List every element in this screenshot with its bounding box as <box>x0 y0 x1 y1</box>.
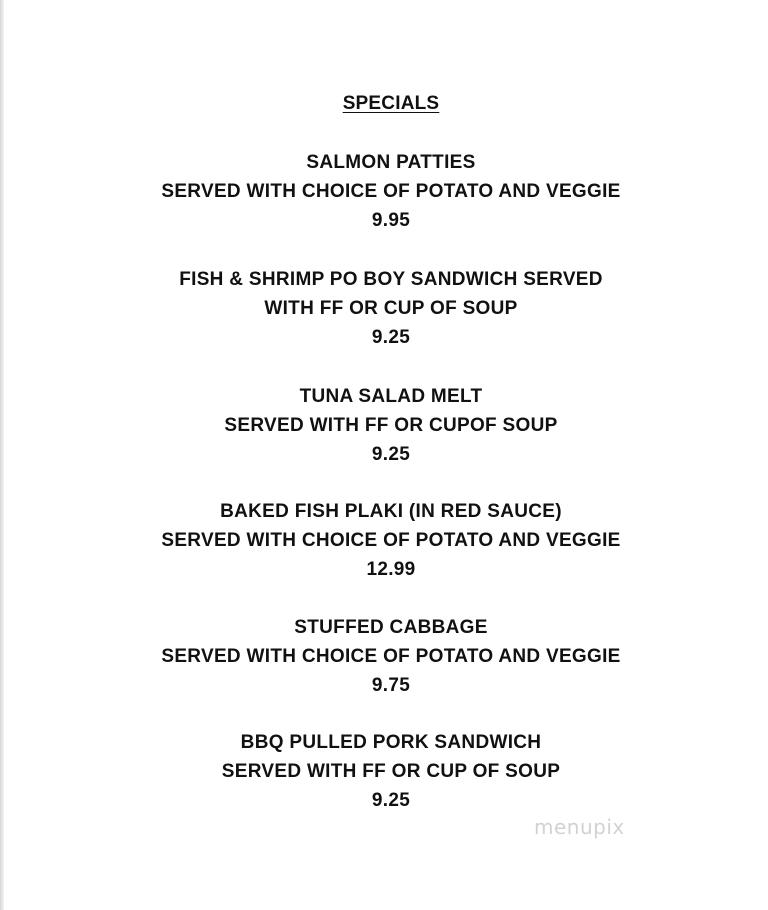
menu-item-bbq-pulled-pork <box>0 728 768 815</box>
menu-item-fish-shrimp-po-boy <box>0 265 768 352</box>
menu-item-description: SERVED WITH CHOICE OF POTATO AND VEGGIE <box>161 646 621 667</box>
menu-item-description: WITH FF OR CUP OF SOUP <box>264 298 518 319</box>
menu-item-description: SERVED WITH CHOICE OF POTATO AND VEGGIE <box>161 181 621 202</box>
menu-item-name: TUNA SALAD MELT <box>299 386 483 407</box>
menu-item-name: BAKED FISH PLAKI (IN RED SAUCE) <box>220 501 562 522</box>
menu-item-price: 12.99 <box>366 559 416 580</box>
menu-item-price: 9.75 <box>371 675 411 696</box>
menu-item-description: SERVED WITH FF OR CUP OF SOUP <box>221 761 561 782</box>
menu-item-name: SALMON PATTIES <box>306 152 476 173</box>
menu-item-price: 9.25 <box>371 444 411 465</box>
menu-item-stuffed-cabbage <box>0 613 768 700</box>
menu-item-name: STUFFED CABBAGE <box>294 617 488 638</box>
menu-item-price: 9.25 <box>371 327 411 348</box>
menu-item-description: SERVED WITH FF OR CUPOF SOUP <box>224 415 558 436</box>
menu-item-price: 9.25 <box>371 790 411 811</box>
menu-item-salmon-patties <box>0 148 768 235</box>
menupix-watermark: menupix <box>534 815 625 839</box>
menu-item-description: SERVED WITH CHOICE OF POTATO AND VEGGIE <box>161 530 621 551</box>
menu-heading: SPECIALS <box>342 93 440 114</box>
menu-item-price: 9.95 <box>371 210 411 231</box>
menu-item-tuna-salad-melt <box>0 382 768 469</box>
menu-item-baked-fish-plaki <box>0 497 768 584</box>
menu-item-name: BBQ PULLED PORK SANDWICH <box>240 732 542 753</box>
menu-item-name: FISH & SHRIMP PO BOY SANDWICH SERVED <box>179 269 603 290</box>
